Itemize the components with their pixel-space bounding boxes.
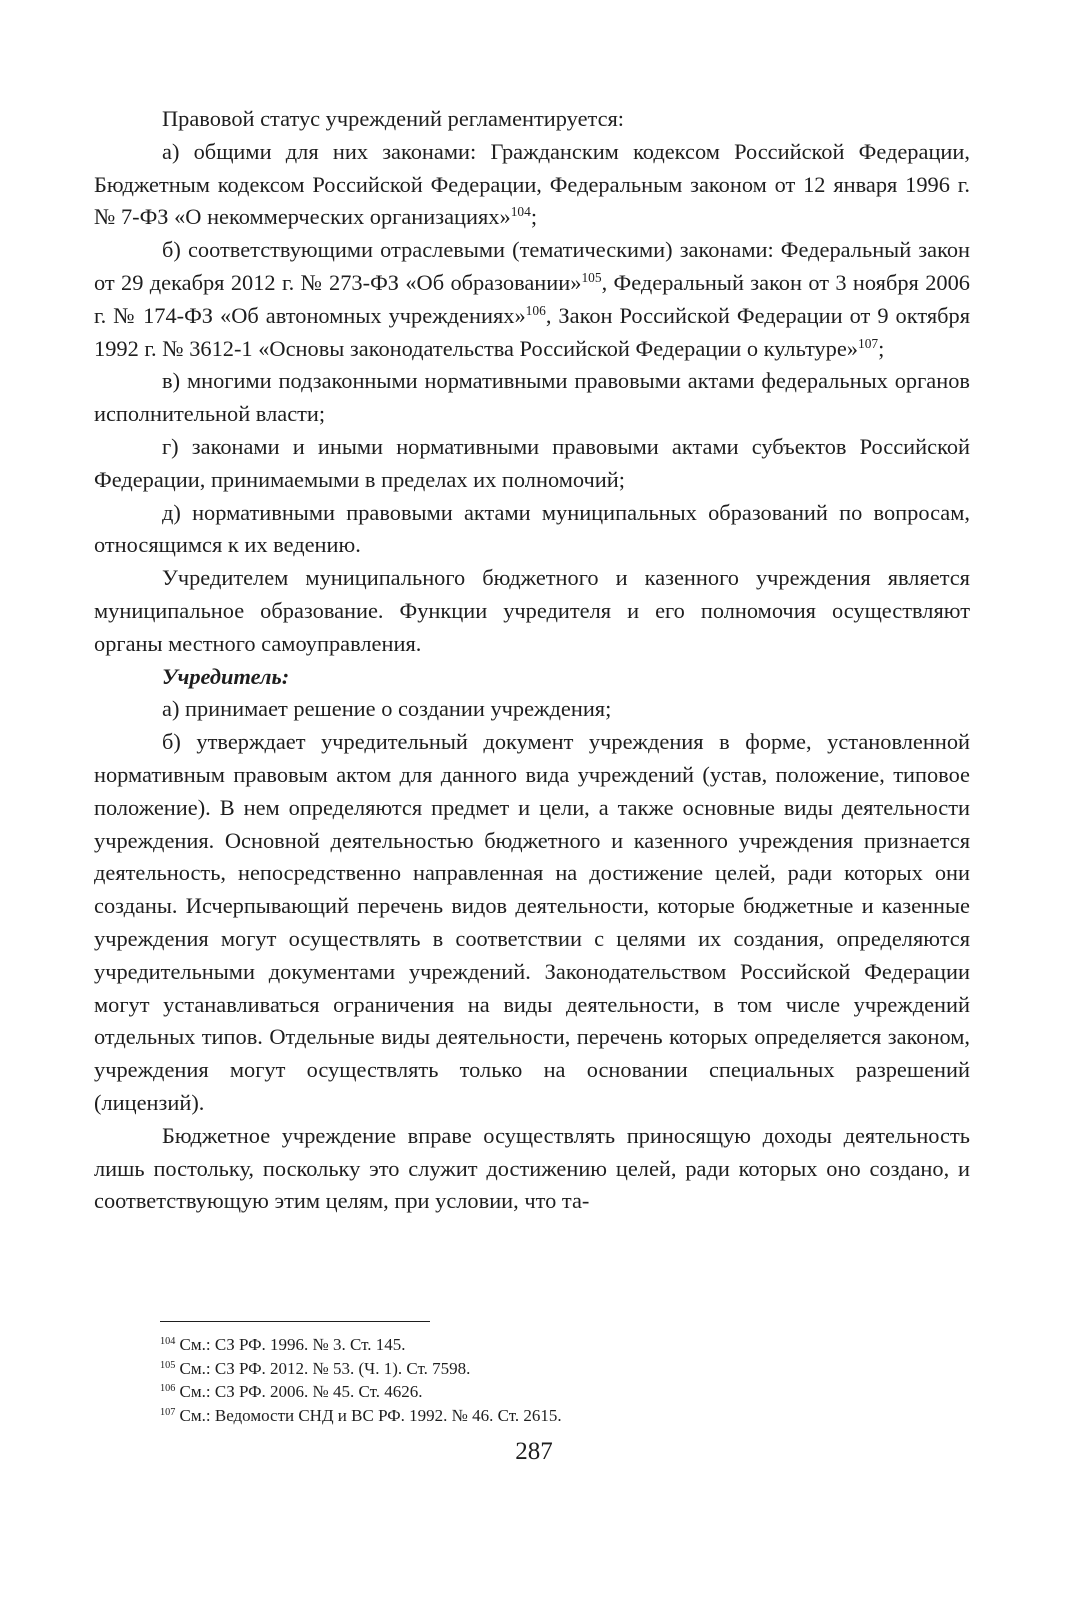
footnote-ref-107[interactable]: 107 xyxy=(857,335,879,351)
list-item-v-text: в) многими подзаконными нормативными правовыми актами федеральных органов исполнительной власти; xyxy=(94,368,970,427)
list-item-b-part2: , Федеральный закон от 3 ноября 2006 г. № 174-ФЗ «Об автономных учреждениях» xyxy=(94,269,970,328)
intro-text: Правовой статус учреждений регламентируется: xyxy=(162,106,625,131)
footnote-number: 105 xyxy=(160,1359,176,1371)
list-item-d xyxy=(94,497,970,563)
founder-heading xyxy=(94,661,970,694)
list-item-a-end: ; xyxy=(530,204,538,230)
founder-item-b-text: б) утверждает учредительный документ учреждения в форме, установленной нормативным правовым актом для данного вида учреждений (устав, положение, типовое положение). В нем определяются предмет и цели, а также основные виды деятельности учреждения. Основной деятельностью бюджетного и казенного учреждения признается деятельность, непосредственно направленная на достижение целей, ради которых они созданы. Исчерпывающий перечень видов деятельности, которые бюджетные и казенные учреждения могут осуществлять в соответствии с целями их создания, определяются учредительными документами учреждений. Законодательством Российской Федерации могут устанавливаться ограничения на виды деятельности, в том числе учреждений отдельных типов. Отдельные виды деятельности, перечень которых определяется законом, учреждения могут осуществлять только на основании специальных разрешений (лицензий). xyxy=(94,729,970,1115)
footnote-text: См.: Ведомости СНД и ВС РФ. 1992. № 46. Ст. 2615. xyxy=(179,1405,562,1425)
founder-paragraph-text: Учредителем муниципального бюджетного и казенного учреждения является муниципальное образование. Функции учредителя и его полномочия осуществляют органы местного самоуправления. xyxy=(94,565,970,656)
list-item-g-text: г) законами и иными нормативными правовыми актами субъектов Российской Федерации, принимаемыми в пределах их полномочий; xyxy=(94,433,970,492)
footnote-ref-104[interactable]: 104 xyxy=(510,204,531,220)
list-item-b-part1: б) соответствующими отраслевыми (тематическими) законами: Федеральный закон от 29 декабря 2012 г. № 273-ФЗ «Об образовании» xyxy=(94,237,970,295)
list-item-b-part3: , Закон Российской Федерации от 9 октября 1992 г. № 3612-1 «Основы законодательства Российской Федерации о культуре» xyxy=(94,302,970,361)
budget-paragraph-text: Бюджетное учреждение вправе осуществлять приносящую доходы деятельность лишь постольку, поскольку это служит достижению целей, ради которых оно создано, и соответствующую этим целям, при условии, что та- xyxy=(94,1122,970,1214)
footnote-text: См.: СЗ РФ. 2006. № 45. Ст. 4626. xyxy=(179,1382,423,1401)
footnote-number: 106 xyxy=(160,1382,176,1394)
footnote-number: 107 xyxy=(160,1406,176,1418)
footnote-divider xyxy=(160,1321,430,1322)
intro-paragraph xyxy=(94,103,970,136)
founder-item-a xyxy=(94,693,970,726)
list-item-d-text: д) нормативными правовыми актами муниципальных образований по вопросам, относящимся к их ведению. xyxy=(94,499,970,558)
list-item-g xyxy=(94,431,970,497)
founder-item-a-text: а) принимает решение о создании учреждения; xyxy=(162,696,612,722)
footnote-text: См.: СЗ РФ. 1996. № 3. Ст. 145. xyxy=(179,1335,406,1354)
footnote-106 xyxy=(160,1380,860,1404)
list-item-a xyxy=(94,136,970,234)
footnote-ref-106[interactable]: 106 xyxy=(525,302,546,318)
footnote-107 xyxy=(160,1404,860,1428)
footnote-number: 104 xyxy=(160,1335,176,1347)
footnote-ref-105[interactable]: 105 xyxy=(581,269,602,285)
founder-heading-text: Учредитель: xyxy=(162,663,290,689)
founder-item-b xyxy=(94,726,970,1120)
founder-paragraph xyxy=(94,562,970,660)
list-item-v xyxy=(94,365,970,431)
list-item-a-text: а) общими для них законами: Гражданским кодексом Российской Федерации, Бюджетным кодексом Российской Федерации, Федеральным законом от 12 января 1996 г. № 7-ФЗ «О некоммерческих организациях» xyxy=(94,138,970,230)
budget-paragraph xyxy=(94,1120,970,1218)
footnote-104 xyxy=(160,1333,860,1357)
footnote-text: См.: СЗ РФ. 2012. № 53. (Ч. 1). Ст. 7598. xyxy=(179,1358,471,1378)
page-number: 287 xyxy=(515,1438,553,1465)
main-text xyxy=(94,103,970,1218)
list-item-b-end: ; xyxy=(878,335,885,361)
list-item-b xyxy=(94,234,970,365)
footnote-105 xyxy=(160,1357,860,1381)
footnotes xyxy=(160,1333,860,1427)
